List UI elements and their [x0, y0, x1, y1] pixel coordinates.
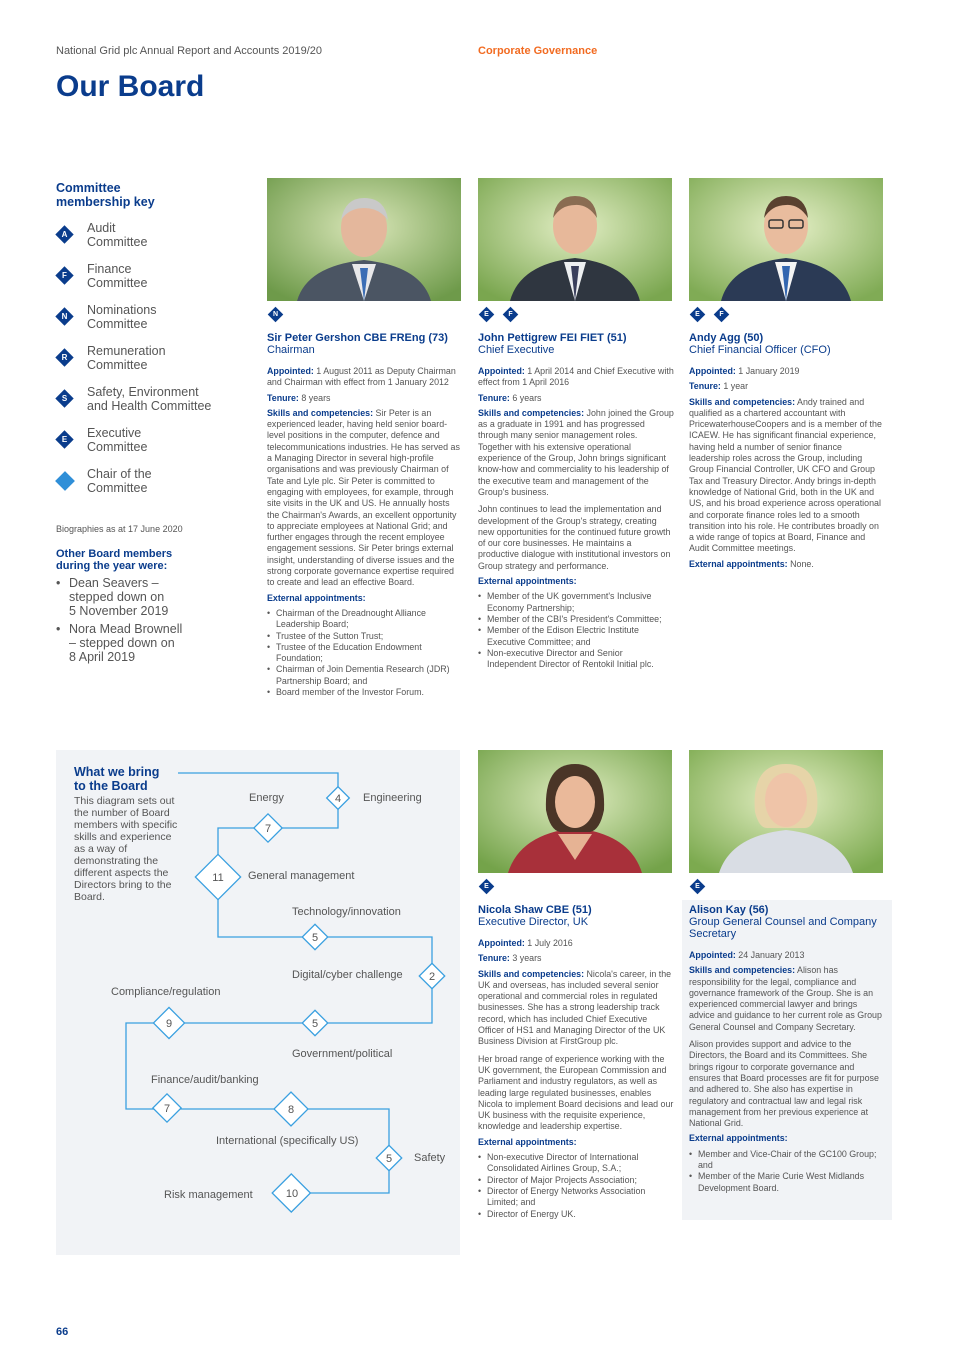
skill-label: General management	[248, 870, 355, 882]
key-item-chair: Chair of the Committee	[56, 467, 246, 497]
report-title: National Grid plc Annual Report and Accounts 2019/20	[56, 45, 323, 57]
skill-label: International (specifically US)	[216, 1135, 359, 1147]
key-item-finance: F Finance Committee	[56, 262, 246, 292]
section-title: Corporate Governance	[478, 45, 598, 57]
skill-label: Digital/cyber challenge	[292, 969, 403, 981]
chair-diamond-icon	[55, 471, 75, 491]
photo-andy-agg	[689, 178, 883, 301]
count-technology: 5	[311, 932, 319, 944]
skill-label: Technology/innovation	[292, 906, 401, 918]
skill-label: Engineering	[363, 792, 422, 804]
count-finance: 7	[163, 1103, 171, 1115]
badge-nominations: N	[268, 307, 283, 322]
skill-label: Finance/audit/banking	[151, 1074, 259, 1086]
skill-label: Energy	[249, 792, 284, 804]
key-title: Committee membership key	[56, 181, 155, 209]
badge-finance: F	[503, 307, 518, 322]
flow-line	[291, 1109, 389, 1158]
key-item-audit: A Audit Committee	[56, 221, 246, 251]
page-title: Our Board	[56, 70, 205, 103]
badge-executive: E	[690, 879, 705, 894]
key-item-nominations: N Nominations Committee	[56, 303, 246, 333]
flow-line	[315, 976, 432, 1023]
bio-peter-gershon: Sir Peter Gershon CBE FREng (73) Chairman Appointed: 1 August 2011 as Deputy Chairman and Chairman with effect from 1 January 2012 Tenure: 8 years Skills and competencies: Sir Peter is an experienced leader, having held senior board-level positions in the computer, defence and telecommunications industries. He has served as a Managing Director in several high-profile organisations and was previously Chairman of Tate and Lyle plc. Sir Peter is committed to engaging with employees, for example, through site visits in the UK and US. He annually hosts the Chairman's Awards, an excellent opportunity to appreciate employees at National Grid; and further engages through the recent employee engagement sessions. Sir Peter brings external insight, understanding of diverse issues and the strong corporate governance expertise required to create and lead an effective Board. External appointments: • Chairman of the Dreadnought Alliance Leadership Board; • Trustee of the Sutton Trust; • Trustee of the Education Endowment Foundation; • Chairman of Join Dementia Research (JDR) Partnership Board; and • Board member of the Investor Forum.	[267, 332, 463, 698]
flow-line	[126, 1023, 315, 1107]
flow-line	[126, 1107, 291, 1109]
skill-label: Compliance/regulation	[111, 986, 221, 998]
bio-john-pettigrew: John Pettigrew FEI FIET (51) Chief Executive Appointed: 1 April 2014 and Chief Executive with effect from 1 April 2016 Tenure: 6 years Skills and competencies: John joined the Group as a graduate in 1991 and has progressed through many senior management roles. Together with his extensive operational experience of the Group, John brings significant know-how and commerciality to his leadership of the executive team and management of the Group's business. John continues to lead the implementation and development of the Group's strategy, creating new opportunities for the continued future growth of our core businesses. He maintains a productive dialogue with institutional investors on Group strategy and performance. External appointments: • Member of the UK government's Inclusive Economy Partnership; • Member of the CBI's President's Committee; • Member of the Edison Electric Institute Executive Committee; and • Non-executive Director and Senior Independent Director of Rentokil Initial plc.	[478, 332, 674, 670]
diagram-title: What we bring to the Board This diagram sets out the number of Board members with specific skills and experience as a way of demonstrating the different aspects the Directors bring to the Board.	[74, 766, 184, 903]
skill-label: Risk management	[164, 1189, 253, 1201]
photo-john-pettigrew	[478, 178, 672, 301]
count-risk: 10	[285, 1188, 299, 1200]
count-compliance: 9	[165, 1018, 173, 1030]
other-members-list	[56, 576, 246, 664]
bio-andy-agg: Andy Agg (50) Chief Financial Officer (CFO) Appointed: 1 January 2019 Tenure: 1 year Skills and competencies: Andy trained and qualified as a chartered accountant with PricewaterhouseCoopers and is a member of the ICAEW. He has significant financial experience, having held a number of senior finance leadership roles across the Group, including Group Financial Controller, UK CFO and Group Tax and Treasury Director. Andy brings in-depth knowledge of National Grid, both in the UK and US, and his broad experience across operational and corporate finance roles led to a smooth transition into his role. He contributes broadly on a wide range of topics at Board, Finance and Audit Committee meetings. External appointments: None.	[689, 332, 882, 569]
list-item: • Nora Mead Brownell – stepped down on 8 April 2019	[56, 622, 183, 664]
skill-label: Safety	[414, 1152, 446, 1164]
badge-executive: E	[479, 307, 494, 322]
skills-flow-diagram	[56, 750, 460, 1255]
photo-peter-gershon	[267, 178, 461, 301]
badge-finance: F	[714, 307, 729, 322]
count-government: 5	[311, 1018, 319, 1030]
count-digital: 2	[428, 971, 436, 983]
diagram-description: This diagram sets out the number of Board members with specific skills and experience as a way of demonstrating the different aspects the Directors bring to the Board.	[74, 795, 178, 903]
key-item-safety: S Safety, Environment and Health Committee	[56, 385, 246, 415]
badge-executive: E	[479, 879, 494, 894]
count-safety: 5	[385, 1153, 393, 1165]
key-item-executive: E Executive Committee	[56, 426, 246, 456]
bio-alison-kay: Alison Kay (56) Group General Counsel and Company Secretary Appointed: 24 January 2013 Skills and competencies: Alison has responsibility for the legal, compliance and governance framework of the Group. She is an experienced commercial lawyer and brings advice and guidance to her current role as Group General Counsel and Company Secretary. Alison provides support and advice to the Directors, the Board and its Committees. She brings rigour to corporate governance and ensures that Board processes are fit for purpose and adhered to. She also has expertise in regulatory and contractual law and legal risk management from her previous experience at National Grid. External appointments: • Member and Vice-Chair of the GC100 Group; and • Member of the Marie Curie West Midlands Development Board.	[689, 904, 885, 1194]
count-international: 8	[287, 1104, 295, 1116]
key-item-remuneration: R Remuneration Committee	[56, 344, 246, 374]
count-engineering: 7	[264, 823, 272, 835]
page-number: 66	[56, 1326, 69, 1338]
badge-executive: E	[690, 307, 705, 322]
photo-alison-kay	[689, 750, 883, 873]
photo-nicola-shaw	[478, 750, 672, 873]
list-item: • Dean Seavers – stepped down on 5 November 2019	[56, 576, 169, 618]
bio-nicola-shaw: Nicola Shaw CBE (51) Executive Director, UK Appointed: 1 July 2016 Tenure: 3 years Skills and competencies: Nicola's career, in the UK and overseas, has included several senior operational and commercial roles in regulated businesses. She has a strong leadership track record, which has included Chief Executive Officer of HS1 and Managing Director of the UK Business Division at FirstGroup plc. Her broad range of experience working with the UK government, the European Commission and Parliament and industry regulators, as well as leading large regulated businesses, enables Nicola to implement Board decisions and lead our UK business with the requisite experience, knowledge and leadership expertise. External appointments: • Non-executive Director of International Consolidated Airlines Group, S.A.; • Director of Major Projects Association; • Director of Energy Networks Association Limited; and • Director of Energy UK.	[478, 904, 674, 1220]
count-general-management: 11	[212, 872, 224, 884]
count-energy: 4	[334, 793, 342, 805]
skill-label: Government/political	[292, 1048, 393, 1060]
flow-line	[292, 1158, 389, 1193]
bio-date: Biographies as at 17 June 2020	[56, 524, 183, 534]
other-members-title: Other Board members during the year were:	[56, 548, 173, 572]
